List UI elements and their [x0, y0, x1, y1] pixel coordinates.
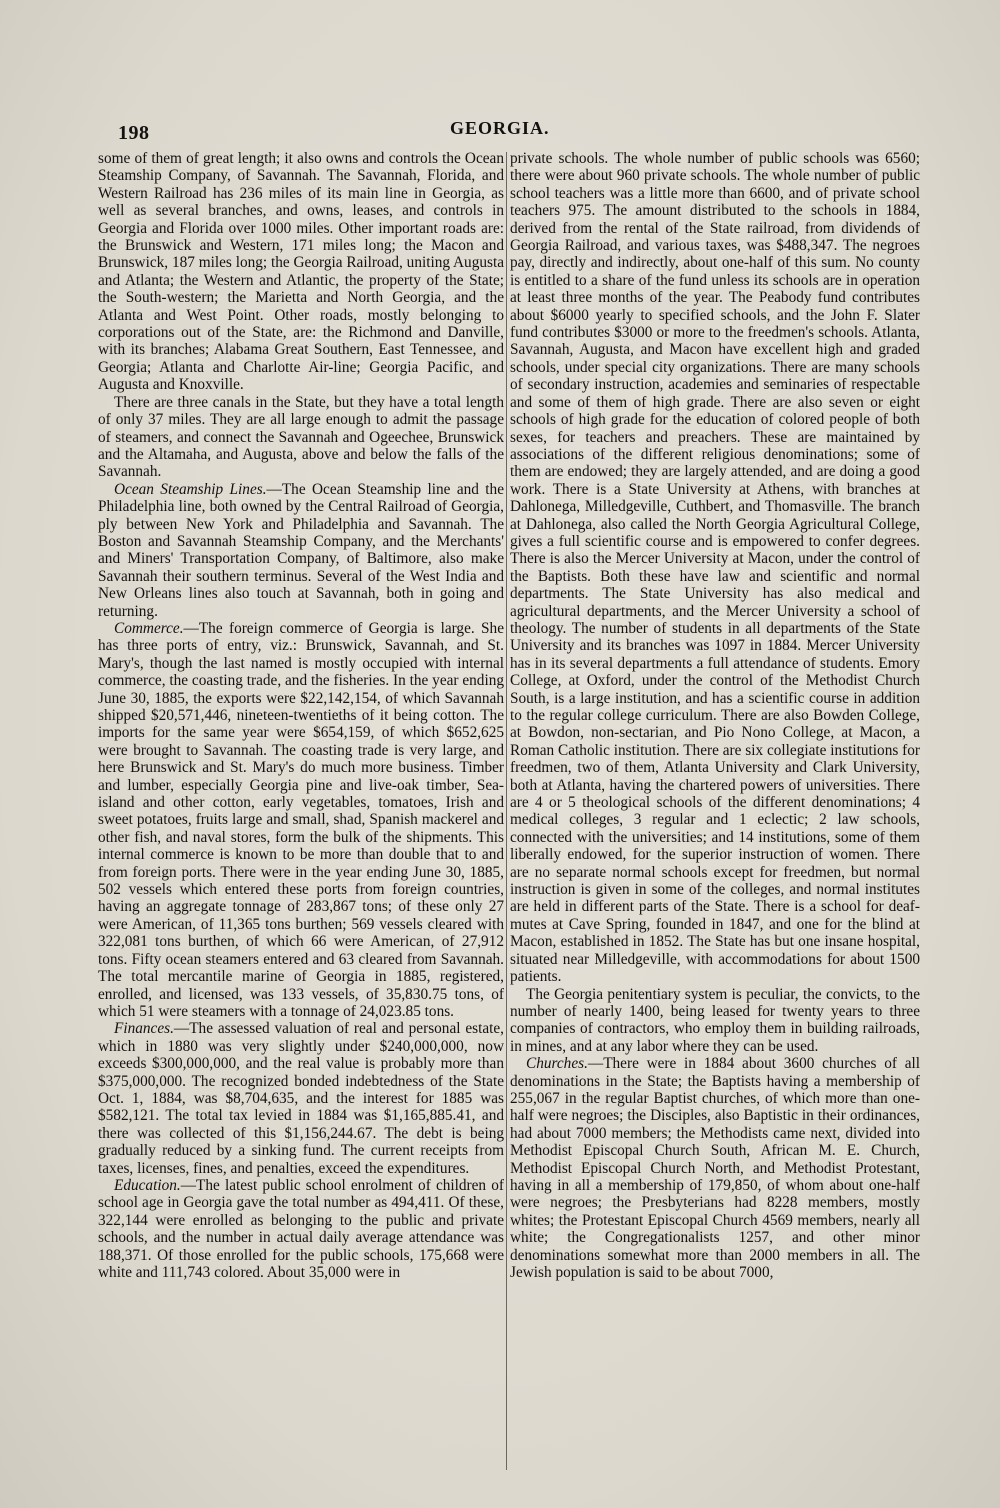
heading-steamship-lines: Ocean Steamship Lines. [114, 480, 267, 498]
paragraph-railroads: some of them of great length; it also owns and controls the Ocean Steamship Company, of Savannah. The Savannah, Florida, and Western Railroad has 236 miles of its main line in Georgia, as well as several branches, and owns, leases, and controls in Georgia and Florida over 1000 miles. Other important roads are: the Brunswick and Western, 171 miles long; the Macon and Brunswick, 187 miles long; the Georgia Railroad, uniting Augusta and Atlanta; the Western and Atlantic, the property of the State; the South-western; the Marietta and North Georgia, and the Atlanta and West Point. Other roads, mostly belonging to corporations out of the State, are: the Richmond and Danville, with its branches; Alabama Great Southern, East Tennessee, and Georgia; Atlanta and Charlotte Air-line; Georgia Pacific, and Augusta and Knoxville. [98, 150, 504, 394]
paragraph-commerce [98, 620, 504, 1020]
left-column [98, 150, 504, 1485]
page-number: 198 [118, 122, 150, 144]
paragraph-canals: There are three canals in the State, but they have a total length of only 37 miles. They are all large enough to admit the passage of steamers, and connect the Savannah and Ogeechee, Brunswick and the Altamaha, and Augusta, above and below the falls of the Savannah. [98, 393, 504, 481]
right-column [510, 150, 920, 1485]
paragraph-churches [510, 1055, 920, 1281]
heading-education: Education. [114, 1176, 181, 1194]
running-head [0, 114, 1000, 144]
heading-churches: Churches. [526, 1055, 588, 1073]
column-divider [506, 152, 507, 1470]
text-commerce: —The foreign commerce of Georgia is large. She has three ports of entry, viz.: Brunswick, Savannah, and St. Mary's, though the last named is mostly occupied with internal commerce, the coasting trade, and the fisheries. In the year ending June 30, 1885, the exports were $22,142,154, of which Savannah shipped $20,571,446, nineteen-twentieths of it being cotton. The imports for the same year were $654,159, of which $652,625 were brought to Savannah. The coasting trade is very large, and here Brunswick and St. Mary's do much more business. Timber and lumber, especially Georgia pine and live-oak timber, Sea-island and other cotton, early vegetables, tomatoes, Irish and sweet potatoes, fruits large and small, shad, Spanish mackerel and other fish, and naval stores, form the bulk of the shipments. This internal commerce is known to be more than double that to and from foreign ports. There were in the year ending June 30, 1885, 502 vessels which entered these ports from foreign countries, having an aggregate tonnage of 283,867 tons; of these only 27 were American, of 11,365 tons burthen; 569 vessels cleared with 322,081 tons burthen, of which 66 were American, of 27,912 tons. Fifty ocean steamers entered and 63 cleared from Savannah. The total mercantile marine of Georgia in 1885, registered, enrolled, and licensed, was 133 vessels, of 35,830.75 tons, of which 51 were steamers with a tonnage of 24,023.85 tons. [98, 619, 504, 1020]
running-title: GEORGIA. [450, 118, 550, 138]
heading-commerce: Commerce. [114, 619, 184, 637]
text-churches: —There were in 1884 about 3600 churches of all denominations in the State; the Baptists having a membership of 255,067 in the regular Baptist churches, of which more than one-half were negroes; the Disciples, also Baptistic in their ordinances, had about 7000 members; the Methodists came next, divided into Methodist Episcopal Church South, African M. E. Church, Methodist Episcopal Church North, and Methodist Protestant, having in all a membership of 179,850, of whom about one-half were negroes; the Presbyterians had 8228 members, mostly whites; the Protestant Episcopal Church 4569 members, nearly all white; the Congregationalists 1257, and other minor denominations somewhat more than 2000 members in all. The Jewish population is said to be about 7000, [510, 1055, 920, 1281]
text-education: —The latest public school enrolment of children of school age in Georgia gave the total number as 494,411. Of these, 322,144 were enrolled as belonging to the public and private schools, and the number in actual daily average attendance was 188,371. Of those enrolled for the public schools, 175,668 were white and 111,743 colored. About 35,000 were in [98, 1176, 504, 1281]
paragraph-schools: private schools. The whole number of public schools was 6560; there were about 960 private schools. The whole number of public school teachers was a little more than 6600, and of private school teachers 975. The amount distributed to the schools in 1884, derived from the rental of the State railroad, from dividends of Georgia Railroad, and various taxes, was $488,347. The negroes pay, directly and indirectly, about one-half of this sum. No county is entitled to a share of the fund unless its schools are in operation at least three months of the year. The Peabody fund contributes about $6000 yearly to specified schools, and the John F. Slater fund contributes $3000 or more to the freedmen's schools. Atlanta, Savannah, Augusta, and Macon have excellent high and graded schools, under special city organizations. There are many schools of secondary instruction, academies and seminaries of respectable and some of them of high grade. There are also seven or eight schools of high grade for the education of colored people of both sexes, for teachers and preachers. These are maintained by associations of the different religious denominations; some of them are endowed; they are largely attended, and are doing a good work. There is a State University at Athens, with branches at Dahlonega, Milledgeville, Cuthbert, and Thomasville. The branch at Dahlonega, also called the North Georgia Agricultural College, gives a full scientific course and is empowered to confer degrees. There is also the Mercer University at Macon, under the control of the Baptists. Both these have law and scientific and normal departments. The State University has also medical and agricultural departments, and the Mercer University a school of theology. The number of students in all departments of the State University and its branches was 1097 in 1884. Mercer University has in its several departments a full attendance of students. Emory College, at Oxford, under the control of the Methodist Church South, is a large institution, and has a scientific course in addition to the regular college curriculum. There are also Bowden College, at Bowdon, non-sectarian, and Pio Nono College, at Macon, a Roman Catholic institution. There are six collegiate institutions for freedmen, two of them, Atlanta University and Clark University, both at Atlanta, having the chartered powers of universities. There are 4 or 5 theological schools of the different denominations; 4 medical colleges, 3 regular and 1 eclectic; 2 law schools, connected with the universities; and 14 institutions, some of them liberally endowed, for the superior instruction of women. There are no separate normal schools except for freedmen, but normal instruction is given in some of the colleges, and normal institutes are held in different parts of the State. There is a school for deaf-mutes at Cave Spring, founded in 1847, and one for the blind at Macon, established in 1852. The State has but one insane hospital, situated near Milledgeville, with accommodations for about 1500 patients. [510, 150, 920, 986]
paragraph-finances [98, 1020, 504, 1177]
text-finances: —The assessed valuation of real and personal estate, which in 1880 was very slightly under $240,000,000, now exceeds $300,000,000, and the real value is probably more than $375,000,000. The recognized bonded indebtedness of the State Oct. 1, 1884, was $8,704,635, and the interest for 1885 was $582,121. The total tax levied in 1884 was $1,165,885.41, and there was collected of this $1,156,244.67. The debt is being gradually reduced by a sinking fund. The current receipts from taxes, licenses, fines, and penalties, exceed the expenditures. [98, 1020, 504, 1177]
text-steamship-lines: —The Ocean Steamship line and the Philadelphia line, both owned by the Central Railroad of Georgia, ply between New York and Philadelphia and Savannah. The Boston and Savannah Steamship Company, and the Merchants' and Miners' Transportation Company, of Baltimore, also make Savannah their southern terminus. Several of the West India and New Orleans lines also touch at Savannah, both in going and returning. [98, 480, 504, 620]
heading-finances: Finances. [114, 1020, 174, 1038]
paragraph-education [98, 1177, 504, 1281]
paragraph-steamship-lines [98, 481, 504, 620]
paragraph-penitentiary: The Georgia penitentiary system is peculiar, the convicts, to the number of nearly 1400, being leased for twenty years to three companies of contractors, who employ them in building railroads, in mines, and at any labor where they can be used. [510, 985, 920, 1055]
